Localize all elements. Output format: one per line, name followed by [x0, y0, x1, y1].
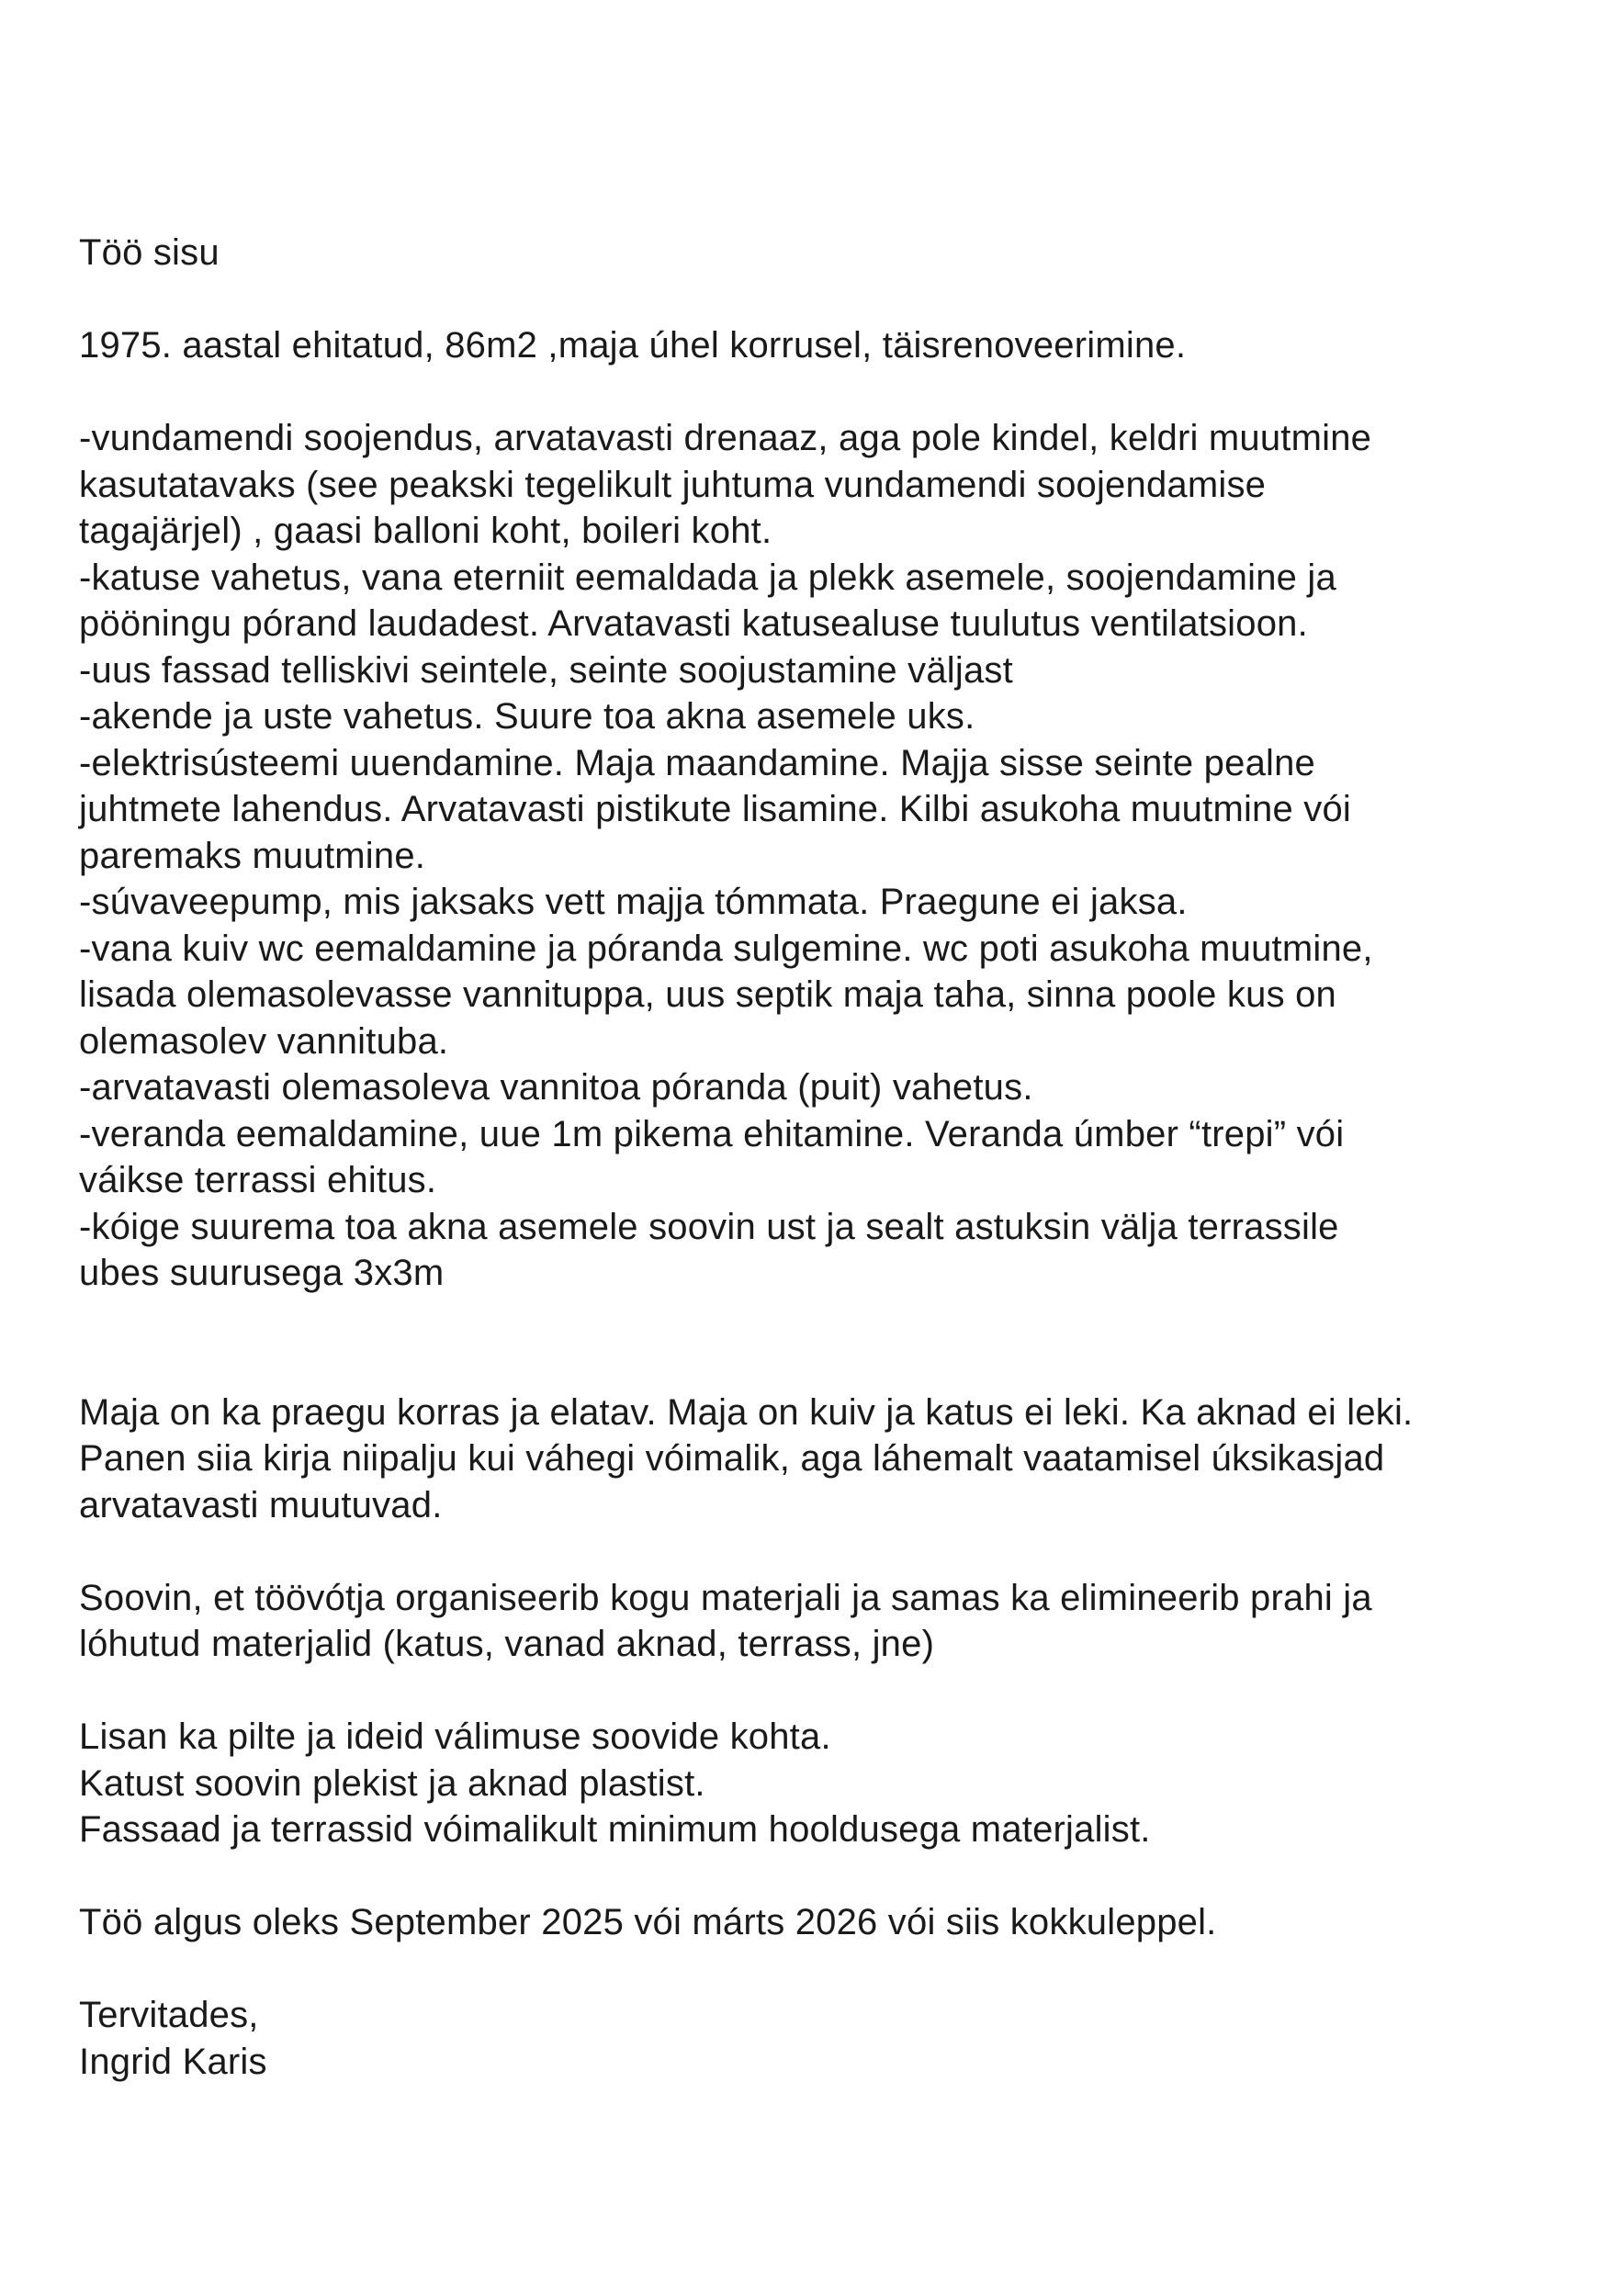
greeting: Tervitades,: [79, 1995, 259, 2035]
task-item: -akende ja uste vahetus. Suure toa akna asemele uks.: [79, 696, 975, 737]
task-item: -súvaveepump, mis jaksaks vett majja tómmata. Praegune ei jaksa.: [79, 882, 1188, 922]
spacer: [79, 1668, 1576, 1715]
heading: Töö sisu: [79, 232, 220, 273]
start-date-line: Töö algus oleks September 2025 vói márts 2026 vói siis kokkuleppel.: [79, 1902, 1217, 1942]
document-body: [79, 230, 1576, 2085]
spacer: [79, 1946, 1576, 1993]
spacer: [79, 369, 1576, 416]
materials-paragraph: Soovin, et töövótja organiseerib kogu materjali ja samas ka elimineerib prahi ja lóhutud materjalid (katus, vanad aknad, terrass, jne): [79, 1577, 1372, 1664]
task-item: -veranda eemaldamine, uue 1m pikema ehitamine. Veranda úmber “trepi” vói váikse terrassi ehitus.: [79, 1113, 1345, 1200]
signature: Ingrid Karis: [79, 2041, 267, 2082]
spacer: [79, 1297, 1576, 1390]
task-item: -vundamendi soojendus, arvatavasti drenaaz, aga pole kindel, keldri muutmine kasutatavaks (see peakski tegelikult juhtuma vundamendi soojendamise tagajärjel) , gaasi balloni koht, boileri koht.: [79, 418, 1372, 551]
task-item: -elektrisústeemi uuendamine. Maja maandamine. Majja sisse seinte pealne juhtmete lahendus. Arvatavasti pistikute lisamine. Kilbi asukoha muutmine vói paremaks muutmine.: [79, 742, 1351, 876]
condition-paragraph: Maja on ka praegu korras ja elatav. Maja on kuiv ja katus ei leki. Ka aknad ei leki. Panen siia kirja niipalju kui váhegi vóimalik, aga láhemalt vaatamisel úksikasjad arvatavasti muutuvad.: [79, 1391, 1414, 1525]
spacer: [79, 1528, 1576, 1575]
wish-line: Fassaad ja terrassid vóimalikult minimum hooldusega materjalist.: [79, 1809, 1151, 1850]
wish-line: Lisan ka pilte ja ideid válimuse soovide kohta.: [79, 1716, 831, 1757]
spacer: [79, 276, 1576, 323]
task-item: -vana kuiv wc eemaldamine ja póranda sulgemine. wc poti asukoha muutmine, lisada olemasolevasse vannituppa, uus septik maja taha, sinna poole kus on olemasolev vannituba.: [79, 928, 1373, 1062]
task-item: -uus fassad telliskivi seintele, seinte soojustamine väljast: [79, 649, 1013, 691]
wish-line: Katust soovin plekist ja aknad plastist.: [79, 1762, 705, 1804]
task-item: -arvatavasti olemasoleva vannitoa póranda (puit) vahetus.: [79, 1067, 1033, 1108]
task-item: -kóige suurema toa akna asemele soovin ust ja sealt astuksin välja terrassile ubes suurusega 3x3m: [79, 1206, 1339, 1293]
intro-line: 1975. aastal ehitatud, 86m2 ,maja úhel korrusel, täisrenoveerimine.: [79, 325, 1187, 366]
spacer: [79, 1853, 1576, 1900]
task-item: -katuse vahetus, vana eterniit eemaldada ja plekk asemele, soojendamine ja pööningu pórand laudadest. Arvatavasti katusealuse tuulutus ventilatsioon.: [79, 557, 1336, 644]
